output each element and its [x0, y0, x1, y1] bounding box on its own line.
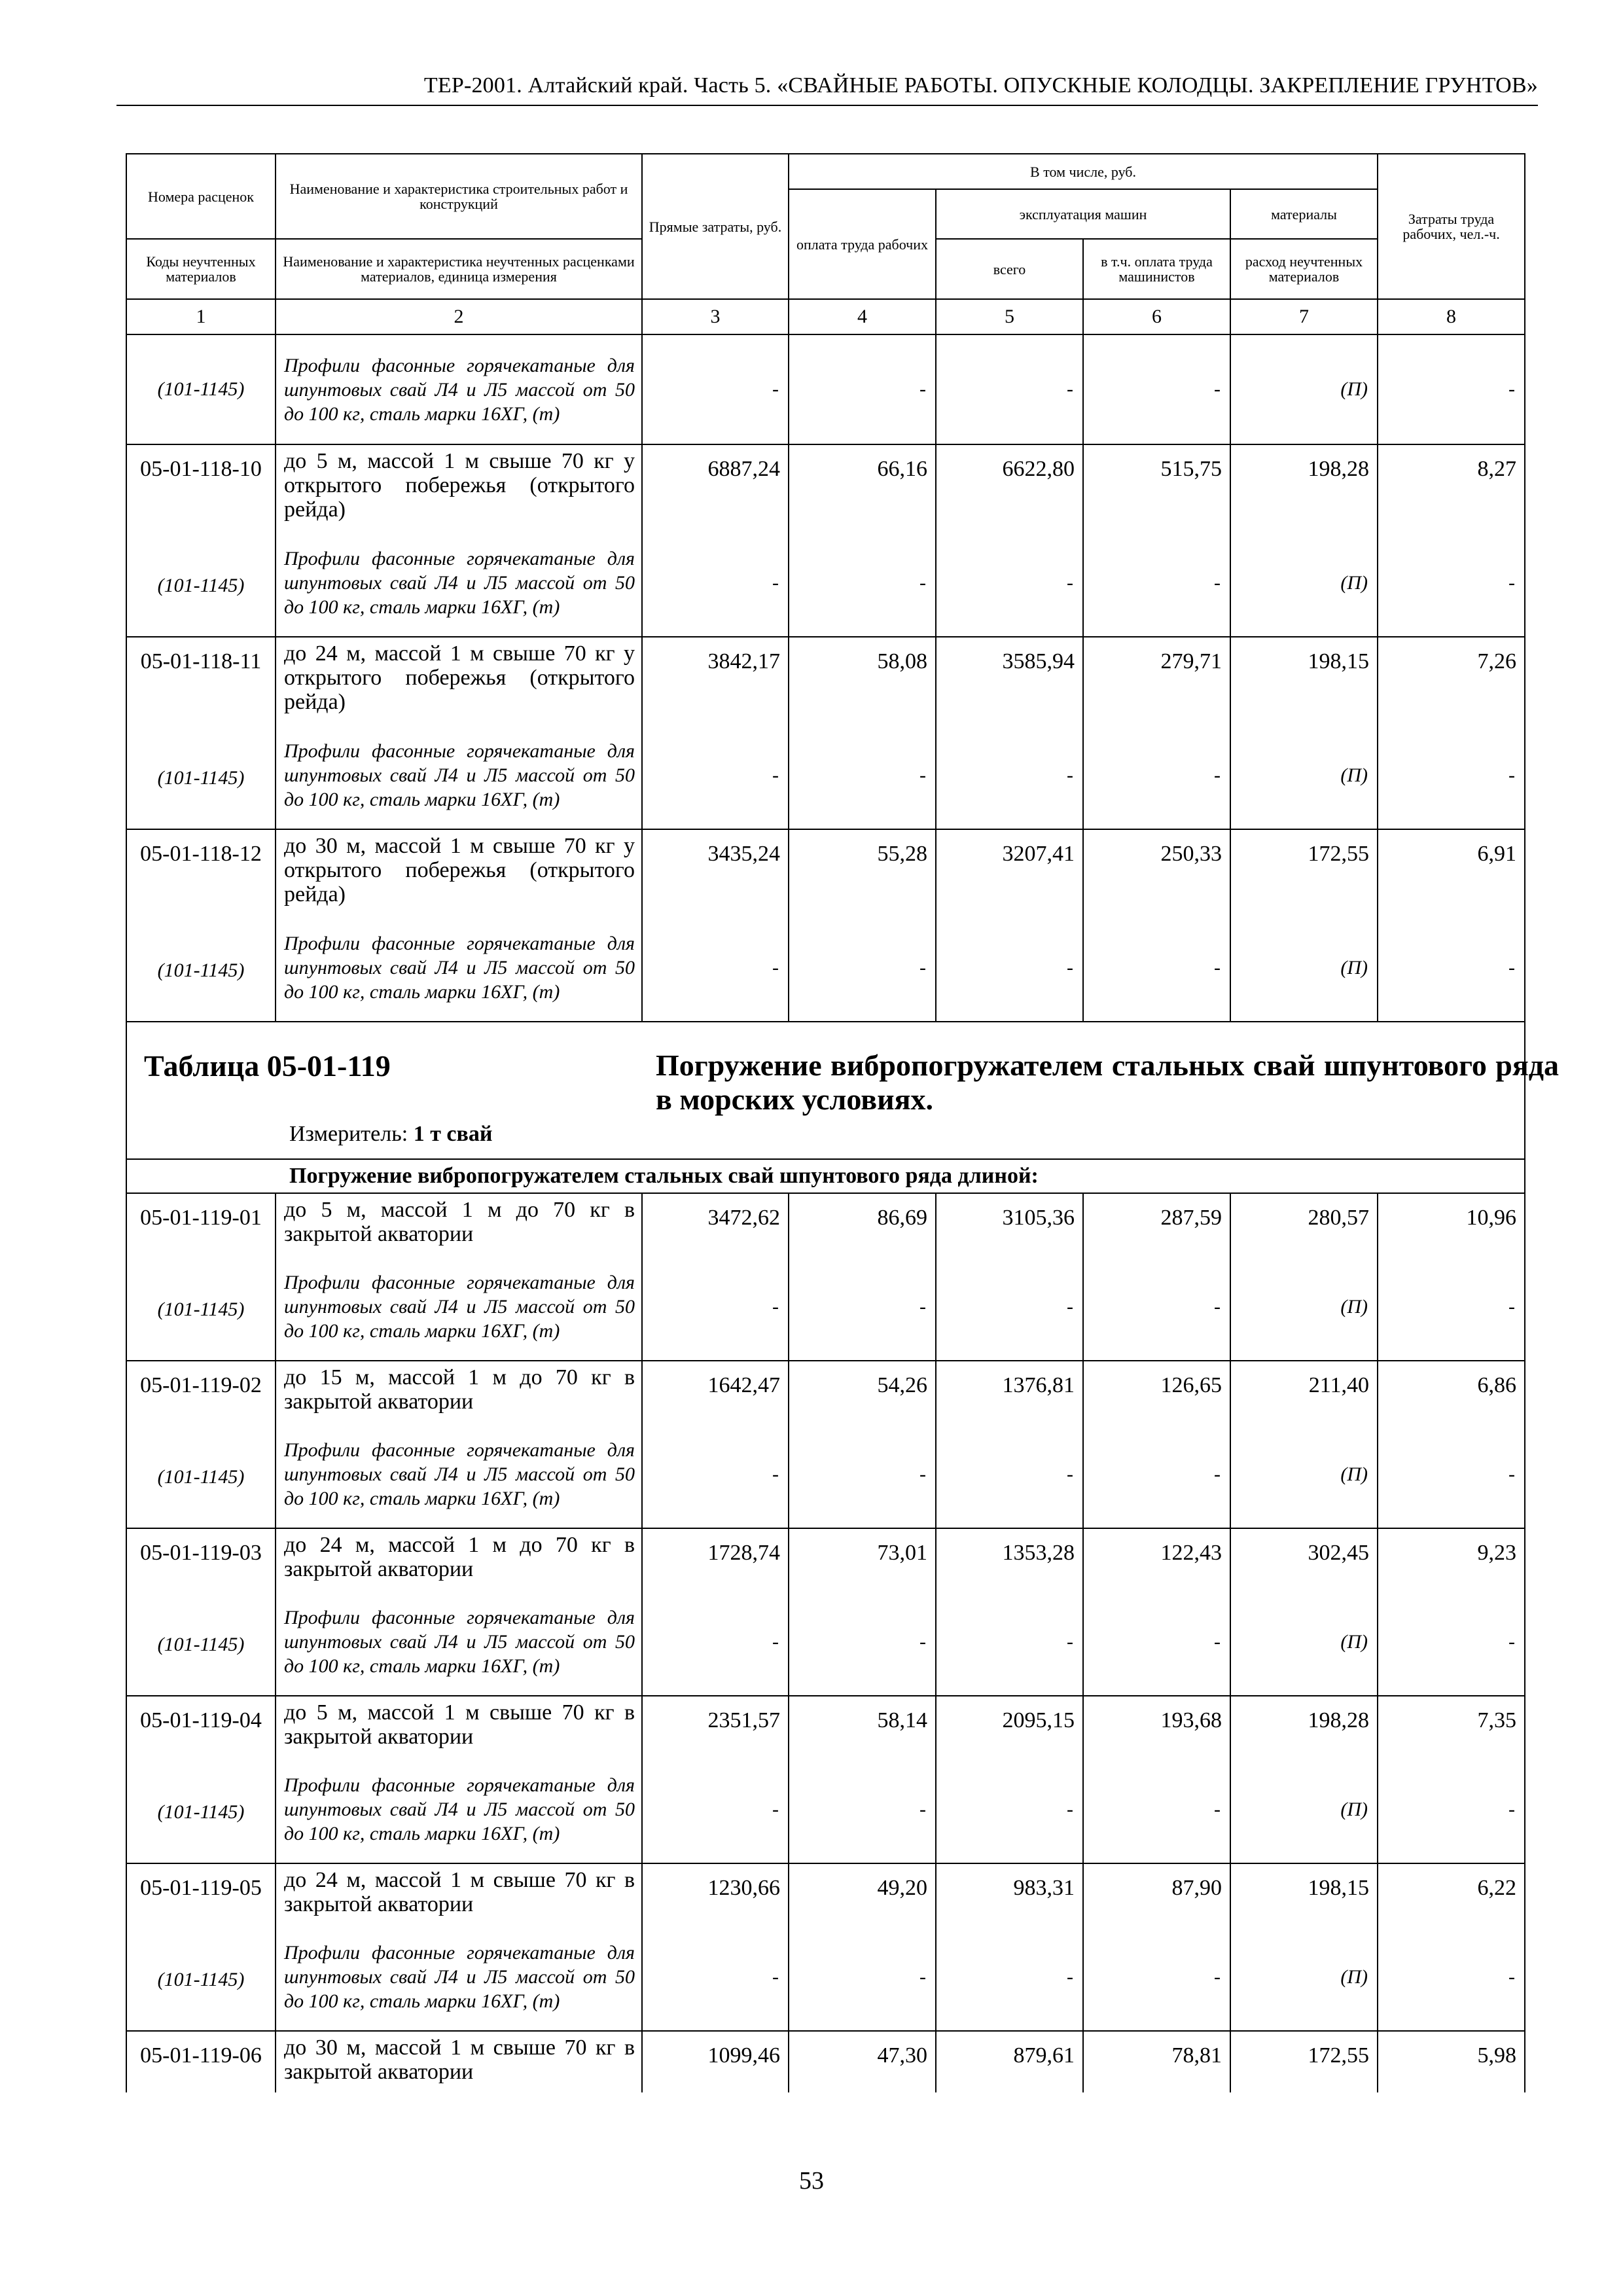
work-row: [126, 829, 1525, 914]
colnum-3: 3: [642, 299, 789, 334]
dash-cell: -: [1378, 334, 1525, 444]
materials-cost: 172,55: [1230, 829, 1378, 914]
dash-cell: -: [1083, 1756, 1230, 1863]
dash-cell: -: [936, 914, 1083, 1022]
price-table: [126, 153, 1559, 2092]
material-code: (101-1145): [157, 1634, 245, 1655]
dash-cell: -: [936, 1588, 1083, 1696]
materials-cost: 280,57: [1230, 1193, 1378, 1253]
dash-cell: -: [642, 334, 789, 444]
rate-code-text: 05-01-118-10: [140, 457, 262, 481]
dash-cell: -: [1378, 1421, 1525, 1528]
rate-code: [126, 1361, 276, 1528]
machines-total: 3105,36: [936, 1193, 1083, 1253]
hdr-direct-costs: Прямые затраты, руб.: [642, 154, 789, 299]
worker-wages: 58,08: [789, 637, 936, 722]
worker-wages: 47,30: [789, 2031, 936, 2092]
unaccounted-material-mark: (П): [1230, 914, 1378, 1022]
work-name: до 24 м, массой 1 м свыше 70 кг в закрытой акватории: [276, 1863, 642, 1924]
material-row: [126, 1588, 1525, 1696]
machinist-wages: 250,33: [1083, 829, 1230, 914]
material-row: [126, 1421, 1525, 1528]
unaccounted-material-mark: (П): [1230, 722, 1378, 829]
rate-code: 05-01-119-06: [126, 2031, 276, 2092]
material-name: Профили фасонные горячекатаные для шпунтовых свай Л4 и Л5 массой от 50 до 100 кг, сталь марки 16ХГ, (т): [276, 1924, 642, 2031]
unaccounted-material-mark: (П): [1230, 1756, 1378, 1863]
work-name: до 5 м, массой 1 м свыше 70 кг у открытого побережья (открытого рейда): [276, 444, 642, 529]
dash-cell: -: [789, 1924, 936, 2031]
hdr-machines: эксплуатация машин: [936, 189, 1230, 239]
dash-cell: -: [789, 1588, 936, 1696]
dash-cell: -: [642, 914, 789, 1022]
machines-total: 1353,28: [936, 1528, 1083, 1588]
direct-costs: 1728,74: [642, 1528, 789, 1588]
table-number: Таблица 05-01-119: [144, 1049, 391, 1083]
material-row: [126, 722, 1525, 829]
materials-cost: 198,15: [1230, 1863, 1378, 1924]
rate-code-text: 05-01-119-01: [140, 1206, 262, 1230]
hdr-machines-total: всего: [936, 239, 1083, 299]
hdr-codes: Номера расценок: [126, 154, 276, 239]
dash-cell: -: [642, 722, 789, 829]
work-name: до 24 м, массой 1 м до 70 кг в закрытой акватории: [276, 1528, 642, 1588]
dash-cell: -: [789, 722, 936, 829]
dash-cell: -: [1083, 334, 1230, 444]
work-row: [126, 444, 1525, 529]
work-row: [126, 637, 1525, 722]
direct-costs: 6887,24: [642, 444, 789, 529]
material-name: Профили фасонные горячекатаные для шпунтовых свай Л4 и Л5 массой от 50 до 100 кг, сталь марки 16ХГ, (т): [276, 1756, 642, 1863]
dash-cell: -: [936, 334, 1083, 444]
worker-wages: 86,69: [789, 1193, 936, 1253]
work-name: до 5 м, массой 1 м до 70 кг в закрытой акватории: [276, 1193, 642, 1253]
material-name: Профили фасонные горячекатаные для шпунтовых свай Л4 и Л5 массой от 50 до 100 кг, сталь марки 16ХГ, (т): [276, 914, 642, 1022]
rate-code: [126, 829, 276, 1022]
machines-total: 2095,15: [936, 1696, 1083, 1756]
labor-hours: 5,98: [1378, 2031, 1525, 2092]
material-name: Профили фасонные горячекатаные для шпунтовых свай Л4 и Л5 массой от 50 до 100 кг, сталь марки 16ХГ, (т): [276, 1588, 642, 1696]
rate-code-text: 05-01-119-05: [140, 1876, 262, 1900]
material-row: [126, 334, 1525, 444]
rate-code-text: 05-01-119-03: [140, 1541, 262, 1565]
machinist-wages: 87,90: [1083, 1863, 1230, 1924]
dash-cell: -: [1083, 529, 1230, 637]
work-row: [126, 1193, 1525, 1253]
dash-cell: -: [789, 1756, 936, 1863]
colnum-8: 8: [1378, 299, 1525, 334]
machines-total: 3585,94: [936, 637, 1083, 722]
dash-cell: -: [642, 1756, 789, 1863]
rate-code-text: 05-01-119-02: [140, 1373, 262, 1397]
material-row: [126, 529, 1525, 637]
material-code: (101-1145): [157, 1969, 245, 1990]
work-name: до 24 м, массой 1 м свыше 70 кг у открытого побережья (открытого рейда): [276, 637, 642, 722]
rate-code: [126, 637, 276, 829]
unaccounted-material-mark: (П): [1230, 1421, 1378, 1528]
machinist-wages: 279,71: [1083, 637, 1230, 722]
machinist-wages: 193,68: [1083, 1696, 1230, 1756]
labor-hours: 6,22: [1378, 1863, 1525, 1924]
rate-code-text: 05-01-118-11: [140, 649, 262, 673]
table-meter: [289, 1122, 492, 1147]
direct-costs: 1642,47: [642, 1361, 789, 1421]
dash-cell: -: [1083, 722, 1230, 829]
hdr-material-codes: Коды неучтенных материалов: [126, 239, 276, 299]
page-number: 53: [799, 2167, 824, 2195]
material-row: [126, 914, 1525, 1022]
rate-code: [126, 1863, 276, 2031]
machines-total: 879,61: [936, 2031, 1083, 2092]
material-name: Профили фасонные горячекатаные для шпунтовых свай Л4 и Л5 массой от 50 до 100 кг, сталь марки 16ХГ, (т): [276, 529, 642, 637]
material-code: (101-1145): [157, 1466, 245, 1488]
dash-cell: -: [1378, 1924, 1525, 2031]
work-row: [126, 2031, 1525, 2092]
worker-wages: 49,20: [789, 1863, 936, 1924]
machines-total: 983,31: [936, 1863, 1083, 1924]
labor-hours: 7,26: [1378, 637, 1525, 722]
unaccounted-material-mark: (П): [1230, 1588, 1378, 1696]
rate-code: [126, 444, 276, 637]
work-name: до 30 м, массой 1 м свыше 70 кг у открытого побережья (открытого рейда): [276, 829, 642, 914]
direct-costs: 3435,24: [642, 829, 789, 914]
work-name: до 15 м, массой 1 м до 70 кг в закрытой акватории: [276, 1361, 642, 1421]
unaccounted-material-mark: (П): [1230, 334, 1378, 444]
machinist-wages: 126,65: [1083, 1361, 1230, 1421]
work-row: [126, 1863, 1525, 1924]
labor-hours: 6,86: [1378, 1361, 1525, 1421]
dash-cell: -: [789, 529, 936, 637]
dash-cell: -: [789, 1421, 936, 1528]
machinist-wages: 122,43: [1083, 1528, 1230, 1588]
material-name: Профили фасонные горячекатаные для шпунтовых свай Л4 и Л5 массой от 50 до 100 кг, сталь марки 16ХГ, (т): [276, 1253, 642, 1361]
dash-cell: -: [1083, 1588, 1230, 1696]
machines-total: 6622,80: [936, 444, 1083, 529]
dash-cell: -: [642, 529, 789, 637]
materials-cost: 302,45: [1230, 1528, 1378, 1588]
direct-costs: 2351,57: [642, 1696, 789, 1756]
material-code: (101-1145): [157, 1299, 245, 1320]
dash-cell: -: [642, 1253, 789, 1361]
unaccounted-material-mark: (П): [1230, 529, 1378, 637]
labor-hours: 9,23: [1378, 1528, 1525, 1588]
rate-code: [126, 1696, 276, 1863]
dash-cell: -: [1083, 1253, 1230, 1361]
material-code: (101-1145): [126, 334, 276, 444]
dash-cell: -: [936, 1253, 1083, 1361]
materials-cost: 198,15: [1230, 637, 1378, 722]
machines-total: 1376,81: [936, 1361, 1083, 1421]
machines-total: 3207,41: [936, 829, 1083, 914]
dash-cell: -: [1083, 1421, 1230, 1528]
unaccounted-material-mark: (П): [1230, 1253, 1378, 1361]
materials-cost: 211,40: [1230, 1361, 1378, 1421]
work-row: [126, 1696, 1525, 1756]
material-code: (101-1145): [157, 960, 245, 981]
meter-label: Измеритель:: [289, 1122, 408, 1146]
dash-cell: -: [642, 1588, 789, 1696]
rate-code: [126, 1193, 276, 1361]
hdr-labor-hours: Затраты труда рабочих, чел.-ч.: [1378, 154, 1525, 299]
dash-cell: -: [936, 1924, 1083, 2031]
dash-cell: -: [936, 529, 1083, 637]
hdr-materials: материалы: [1230, 189, 1378, 239]
dash-cell: -: [1378, 722, 1525, 829]
colnum-5: 5: [936, 299, 1083, 334]
colnum-2: 2: [276, 299, 642, 334]
dash-cell: -: [936, 722, 1083, 829]
dash-cell: -: [1378, 1588, 1525, 1696]
rate-code-text: 05-01-119-04: [140, 1708, 262, 1732]
work-name: до 30 м, массой 1 м свыше 70 кг в закрытой акватории: [276, 2031, 642, 2092]
material-code: (101-1145): [157, 575, 245, 596]
material-row: [126, 1924, 1525, 2031]
materials-cost: 172,55: [1230, 2031, 1378, 2092]
material-row: [126, 1756, 1525, 1863]
unaccounted-material-mark: (П): [1230, 1924, 1378, 2031]
rate-code-text: 05-01-118-12: [140, 842, 262, 866]
worker-wages: 66,16: [789, 444, 936, 529]
dash-cell: -: [789, 334, 936, 444]
dash-cell: -: [1378, 529, 1525, 637]
table-description: Погружение вибропогружателем стальных свай шпунтового ряда в морских условиях.: [656, 1049, 1559, 1116]
labor-hours: 10,96: [1378, 1193, 1525, 1253]
hdr-including: В том числе, руб.: [789, 154, 1378, 189]
labor-hours: 6,91: [1378, 829, 1525, 914]
colnum-4: 4: [789, 299, 936, 334]
worker-wages: 54,26: [789, 1361, 936, 1421]
hdr-wages: оплата труда рабочих: [789, 189, 936, 299]
dash-cell: -: [1378, 1756, 1525, 1863]
direct-costs: 3472,62: [642, 1193, 789, 1253]
colnum-6: 6: [1083, 299, 1230, 334]
dash-cell: -: [936, 1421, 1083, 1528]
material-name: Профили фасонные горячекатаные для шпунтовых свай Л4 и Л5 массой от 50 до 100 кг, сталь марки 16ХГ, (т): [276, 1421, 642, 1528]
dash-cell: -: [789, 1253, 936, 1361]
column-numbers-row: [126, 299, 1525, 334]
direct-costs: 3842,17: [642, 637, 789, 722]
materials-cost: 198,28: [1230, 444, 1378, 529]
work-row: [126, 1528, 1525, 1588]
direct-costs: 1230,66: [642, 1863, 789, 1924]
dash-cell: -: [789, 914, 936, 1022]
material-row: [126, 1253, 1525, 1361]
work-row: [126, 1361, 1525, 1421]
material-name: Профили фасонные горячекатаные для шпунтовых свай Л4 и Л5 массой от 50 до 100 кг, сталь марки 16ХГ, (т): [276, 334, 642, 444]
materials-cost: 198,28: [1230, 1696, 1378, 1756]
dash-cell: -: [1083, 914, 1230, 1022]
worker-wages: 58,14: [789, 1696, 936, 1756]
rate-code: [126, 1528, 276, 1696]
table-title-block: [126, 1022, 1559, 1159]
labor-hours: 8,27: [1378, 444, 1525, 529]
dash-cell: -: [936, 1756, 1083, 1863]
dash-cell: -: [642, 1421, 789, 1528]
machinist-wages: 515,75: [1083, 444, 1230, 529]
dash-cell: -: [1378, 914, 1525, 1022]
direct-costs: 1099,46: [642, 2031, 789, 2092]
dash-cell: -: [1083, 1924, 1230, 2031]
meter-value: 1 т свай: [413, 1122, 493, 1146]
material-code: (101-1145): [157, 1801, 245, 1823]
worker-wages: 73,01: [789, 1528, 936, 1588]
colnum-7: 7: [1230, 299, 1378, 334]
hdr-name: Наименование и характеристика строительных работ и конструкций: [276, 154, 642, 239]
work-name: до 5 м, массой 1 м свыше 70 кг в закрытой акватории: [276, 1696, 642, 1756]
machinist-wages: 287,59: [1083, 1193, 1230, 1253]
labor-hours: 7,35: [1378, 1696, 1525, 1756]
colnum-1: 1: [126, 299, 276, 334]
material-name: Профили фасонные горячекатаные для шпунтовых свай Л4 и Л5 массой от 50 до 100 кг, сталь марки 16ХГ, (т): [276, 722, 642, 829]
machinist-wages: 78,81: [1083, 2031, 1230, 2092]
hdr-machinist-wages: в т.ч. оплата труда машинистов: [1083, 239, 1230, 299]
dash-cell: -: [1378, 1253, 1525, 1361]
table-subheading: Погружение вибропогружателем стальных свай шпунтового ряда длиной:: [126, 1159, 1525, 1193]
material-code: (101-1145): [157, 767, 245, 789]
header-rule: [116, 105, 1538, 106]
hdr-material-consumption: расход неучтенных материалов: [1230, 239, 1378, 299]
dash-cell: -: [642, 1924, 789, 2031]
hdr-material-names: Наименование и характеристика неучтенных расценками материалов, единица измерения: [276, 239, 642, 299]
running-header: ТЕР-2001. Алтайский край. Часть 5. «СВАЙНЫЕ РАБОТЫ. ОПУСКНЫЕ КОЛОДЦЫ. ЗАКРЕПЛЕНИЕ ГРУНТОВ»: [423, 73, 1538, 98]
worker-wages: 55,28: [789, 829, 936, 914]
